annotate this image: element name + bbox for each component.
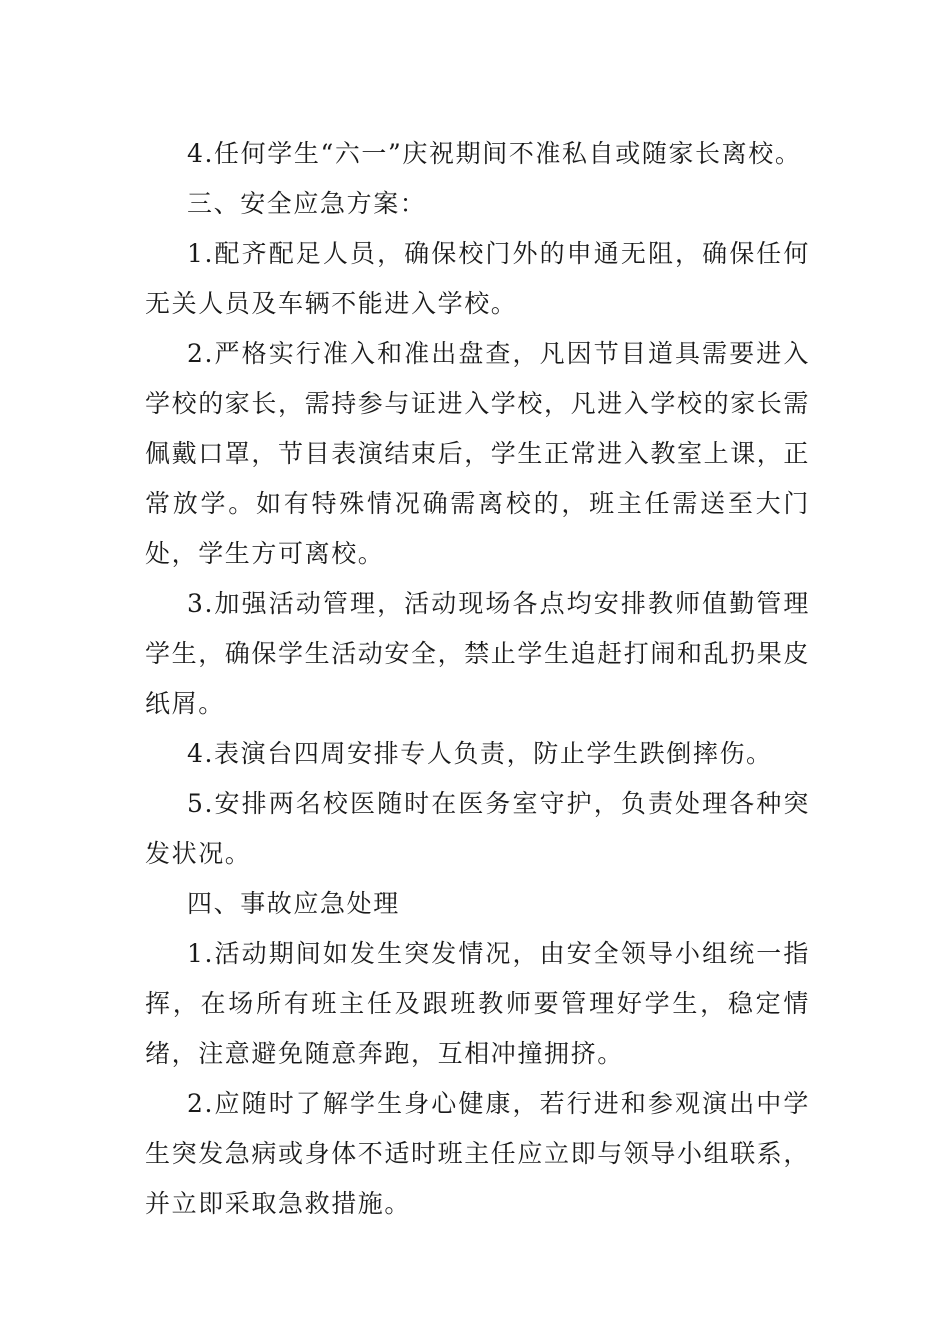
paragraph-stage-safety: 4.表演台四周安排专人负责，防止学生跌倒摔伤。 <box>187 739 773 768</box>
paragraph-staffing: 1.配齐配足人员，确保校门外的申通无阻，确保任何无关人员及车辆不能进入学校。 <box>145 239 810 318</box>
paragraph-school-doctor: 5.安排两名校医随时在医务室守护，负责处理各种突发状况。 <box>145 789 810 868</box>
section-heading-safety-plan: 三、安全应急方案： <box>187 189 427 218</box>
paragraph-health-monitoring: 2.应随时了解学生身心健康，若行进和参观演出中学生突发急病或身体不适时班主任应立即与领导小组联系，并立即采取急救措施。 <box>145 1089 811 1218</box>
paragraph-activity-management: 3.加强活动管理，活动现场各点均安排教师值勤管理学生，确保学生活动安全，禁止学生追赶打闹和乱扔果皮纸屑。 <box>145 589 811 718</box>
paragraph-entry-check: 2.严格实行准入和准出盘查，凡因节目道具需要进入学校的家长，需持参与证进入学校，凡进入学校的家长需佩戴口罩，节目表演结束后，学生正常进入教室上课，正常放学。如有特殊情况确需离校的，班主任需送至大门处，学生方可离校。 <box>145 339 811 568</box>
section-heading-accident-handling: 四、事故应急处理 <box>187 889 400 918</box>
paragraph-emergency-command: 1.活动期间如发生突发情况，由安全领导小组统一指挥，在场所有班主任及跟班教师要管理好学生，稳定情绪，注意避免随意奔跑，互相冲撞拥挤。 <box>145 939 810 1068</box>
paragraph-leave-rule: 4.任何学生“六一”庆祝期间不准私自或随家长离校。 <box>187 139 802 168</box>
document-body <box>145 129 810 1229</box>
